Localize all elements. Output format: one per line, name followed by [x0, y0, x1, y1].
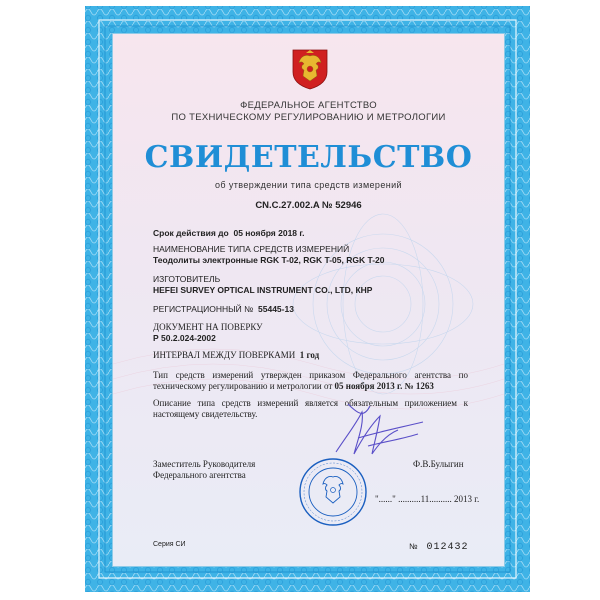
description-paragraph: Описание типа средств измерений является обязательным приложением к настоящему свидетельству. [153, 398, 468, 419]
serial-prefix: № [409, 542, 418, 551]
series-label: Серия СИ [153, 541, 186, 548]
registration-line [153, 304, 294, 315]
serial-number: 012432 [426, 542, 469, 553]
sign-date: "......" ..........11.......... 2013 г. [375, 494, 480, 504]
instrument-name: Теодолиты электронные RGK T-02, RGK T-05, RGK T-20 [153, 255, 385, 265]
approval-paragraph [153, 370, 468, 392]
validity-line [153, 228, 304, 239]
official-seal-stamp [298, 457, 368, 527]
validity-date: 05 ноября 2018 г. [233, 228, 305, 238]
certificate-title: СВИДЕТЕЛЬСТВО [144, 140, 473, 175]
reg-label: РЕГИСТРАЦИОННЫЙ № [153, 304, 254, 314]
verification-block [153, 322, 263, 344]
signer-position-line-1: Заместитель Руководителя [153, 459, 256, 469]
certificate-body [112, 33, 505, 567]
interval-value: 1 год [299, 350, 320, 360]
serial-line [409, 536, 469, 554]
signer-position [153, 459, 255, 481]
registry-number: CN.C.27.002.A № 52946 [255, 200, 362, 211]
instrument-label: НАИМЕНОВАНИЕ ТИПА СРЕДСТВ ИЗМЕРЕНИЙ [153, 244, 350, 254]
verification-doc-value: Р 50.2.024-2002 [153, 333, 216, 343]
approval-text: Тип средств измерений утвержден приказом Федерального агентства по техническому регулированию и метрологии от [153, 370, 468, 391]
agency-name [113, 100, 504, 124]
agency-line-1: ФЕДЕРАЛЬНОЕ АГЕНТСТВО [240, 100, 377, 111]
interval-line [153, 350, 319, 361]
interval-label: ИНТЕРВАЛ МЕЖДУ ПОВЕРКАМИ [153, 350, 296, 360]
certificate [85, 6, 530, 592]
russian-coat-of-arms-icon [291, 48, 329, 90]
manufacturer-label: ИЗГОТОВИТЕЛЬ [153, 274, 221, 284]
manufacturer-name: HEFEI SURVEY OPTICAL INSTRUMENT CO., LTD, КНР [153, 285, 373, 295]
validity-label: Срок действия до [153, 228, 229, 238]
agency-line-2: ПО ТЕХНИЧЕСКОМУ РЕГУЛИРОВАНИЮ И МЕТРОЛОГИИ [171, 112, 446, 123]
verification-doc-label: ДОКУМЕНТ НА ПОВЕРКУ [153, 322, 263, 332]
manufacturer-block [153, 274, 372, 296]
signer-name: Ф.В.Булыгин [413, 459, 464, 469]
reg-value: 55445-13 [258, 304, 294, 314]
approval-date-order: 05 ноября 2013 г. № 1263 [334, 381, 434, 391]
certificate-subtitle: об утверждении типа средств измерений [215, 180, 402, 190]
signer-position-line-2: Федерального агентства [153, 470, 246, 480]
instrument-block [153, 244, 385, 266]
